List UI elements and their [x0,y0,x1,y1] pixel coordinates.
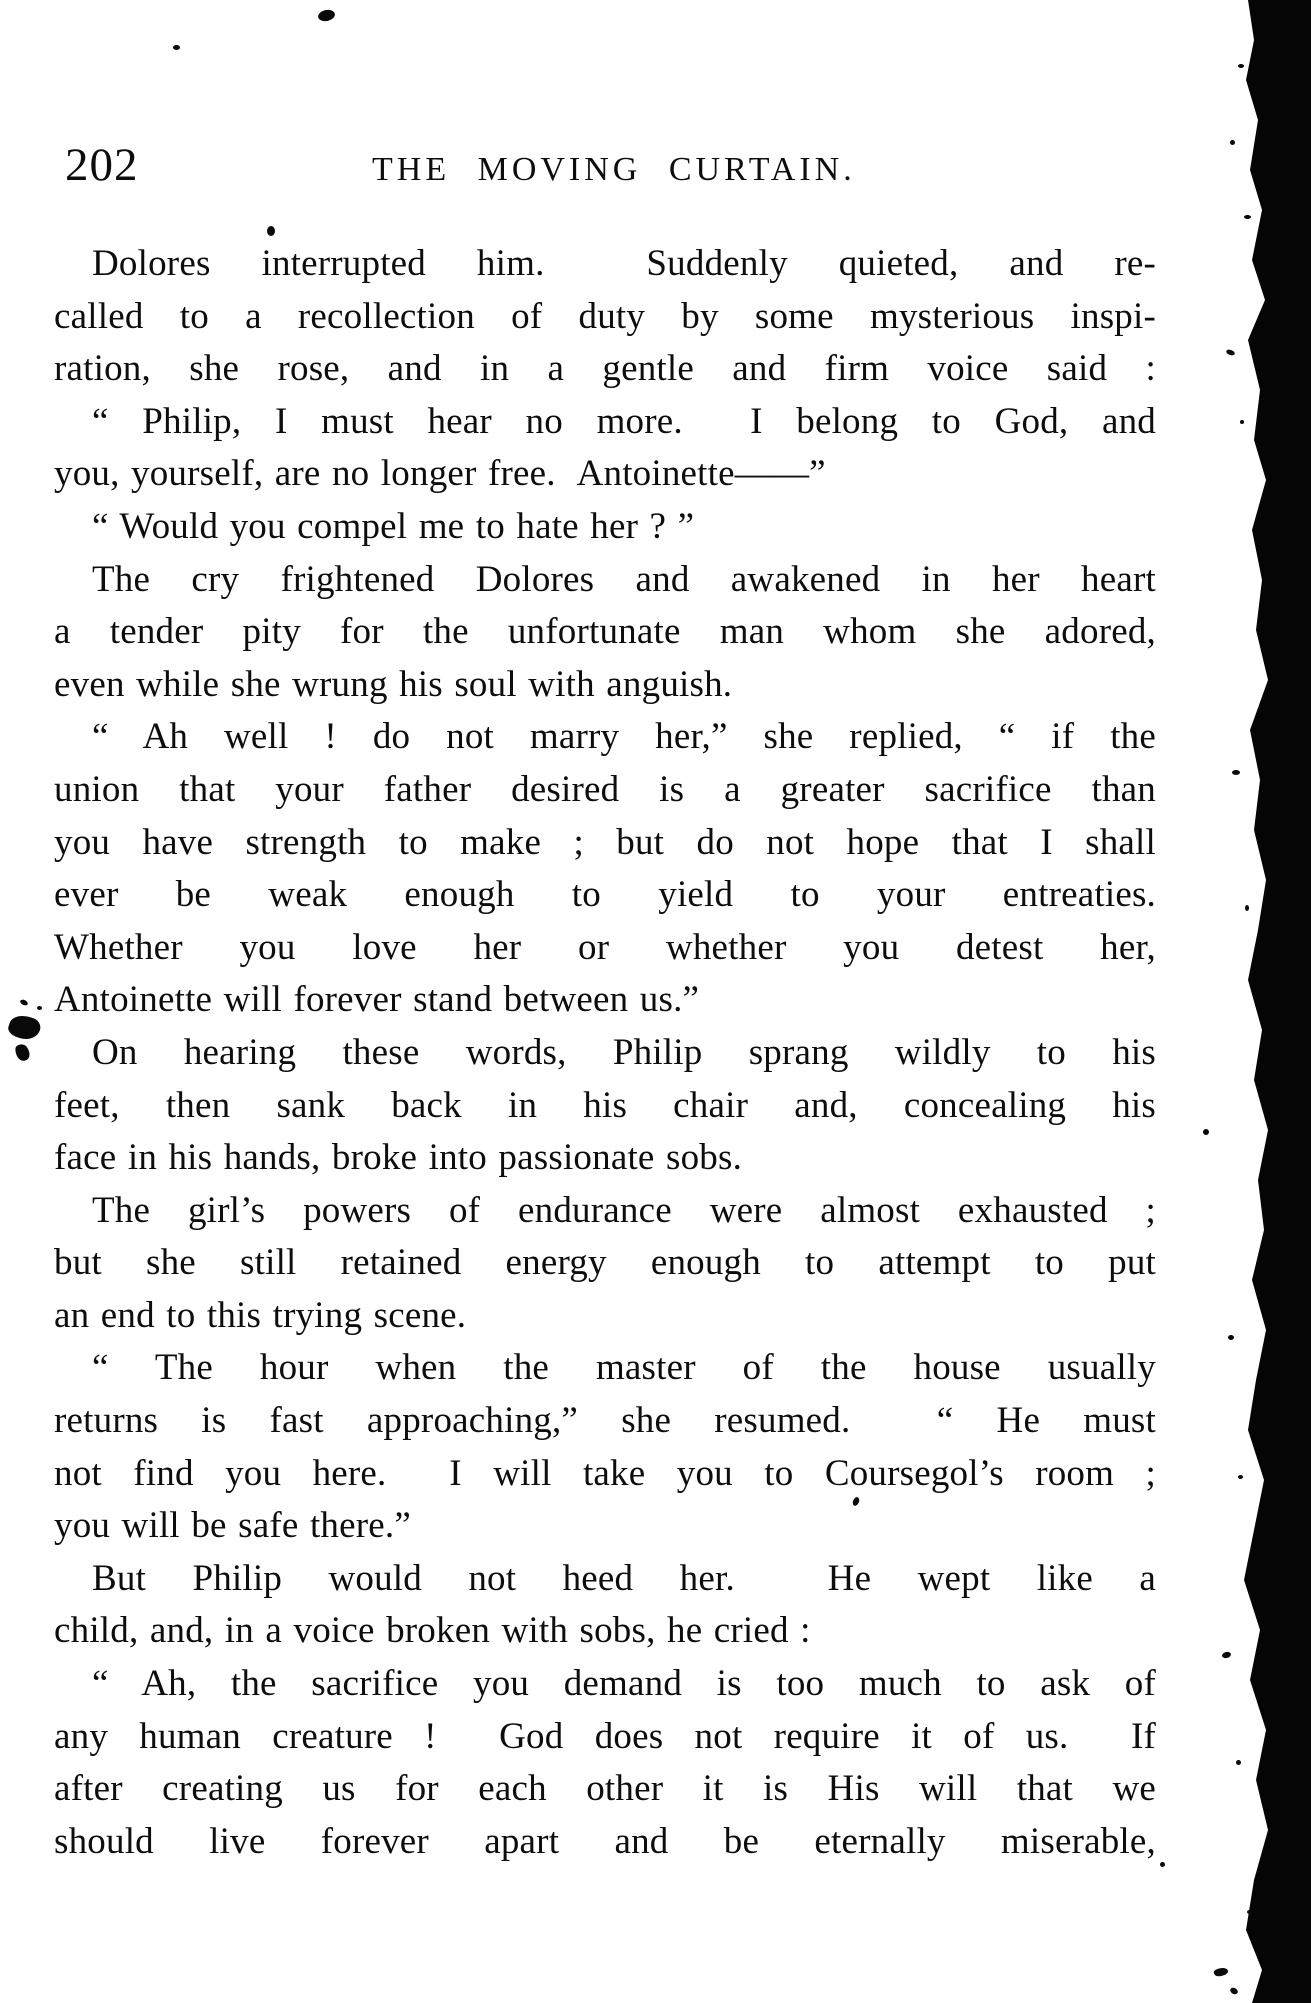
ink-blot [13,1042,32,1063]
scan-speck [1232,770,1240,775]
text-line: “ Would you compel me to hate her ? ” [92,505,695,547]
scan-speck [1240,420,1244,424]
text-line: but she still retained energy enough to attempt to put [54,1242,1156,1284]
scan-speck [1160,1862,1165,1867]
text-line: even while she wrung his soul with anguish. [54,663,733,705]
text-line: you, yourself, are no longer free. Antoinette——” [54,453,826,495]
text-line: a tender pity for the unfortunate man whom she adored, [54,611,1156,653]
text-line: “ Philip, I must hear no more. I belong to God, and [92,400,1156,442]
scan-speck [1244,215,1251,219]
scan-speck [1238,64,1244,68]
scan-speck [173,45,180,50]
text-line: Dolores interrupted him. Suddenly quieted, and re- [92,243,1156,284]
text-line: should live forever apart and be eternally miserable, [54,1820,1156,1862]
scan-speck [1225,349,1235,357]
scan-edge-artifact [1240,0,1311,2003]
ink-blot [19,999,28,1007]
text-line: child, and, in a voice broken with sobs, he cried : [54,1610,811,1652]
text-line: The girl’s powers of endurance were almost exhausted ; [92,1189,1156,1231]
text-line: ration, she rose, and in a gentle and firm voice said : [54,348,1156,390]
text-line: “ The hour when the master of the house usually [92,1347,1156,1389]
text-line: feet, then sank back in his chair and, concealing his [54,1084,1156,1126]
page-number: 202 [65,139,139,191]
text-line: Antoinette will forever stand between us.” [54,979,700,1021]
text-line: you have strength to make ; but do not hope that I shall [54,821,1156,863]
text-line: an end to this trying scene. [54,1294,467,1336]
text-line: Whether you love her or whether you detest her, [54,926,1156,968]
ink-blot [37,1006,42,1010]
scan-speck [1230,140,1235,145]
text-line: any human creature ! God does not require it of us. If [54,1715,1156,1757]
scan-speck [317,8,336,22]
text-line: “ Ah well ! do not marry her,” she replied, “ if the [92,716,1156,758]
scan-speck [1221,1651,1231,1659]
scan-speck [1245,905,1249,911]
running-title: THE MOVING CURTAIN. [372,151,856,188]
text-line: ever be weak enough to yield to your entreaties. [54,874,1156,916]
ornament-dot [267,226,275,236]
scan-speck [1238,1475,1243,1479]
text-line: called to a recollection of duty by some mysterious inspi- [54,295,1156,337]
text-line: “ Ah, the sacrifice you demand is too much to ask of [92,1663,1156,1705]
text-line: returns is fast approaching,” she resumed. “ He must [54,1400,1156,1442]
text-line: after creating us for each other it is His will that we [54,1768,1156,1810]
text-line: On hearing these words, Philip sprang wildly to his [92,1031,1156,1073]
body-text [54,238,1156,1868]
text-line: face in his hands, broke into passionate sobs. [54,1137,743,1179]
text-line: you will be safe there.” [54,1505,411,1547]
scan-speck [1247,1910,1252,1914]
scan-speck [1203,1129,1209,1135]
text-line: union that your father desired is a greater sacrifice than [54,768,1156,810]
scan-speck [1229,1986,1239,1995]
scan-speck [1228,1335,1234,1340]
scan-speck [1213,1966,1229,1978]
scan-speck [1236,1760,1241,1765]
text-line: The cry frightened Dolores and awakened in her heart [92,558,1156,600]
ink-blot [6,1012,43,1043]
text-line: not find you here. I will take you to Coursegol’s room ; [54,1452,1156,1494]
text-line: But Philip would not heed her. He wept like a [92,1557,1156,1599]
